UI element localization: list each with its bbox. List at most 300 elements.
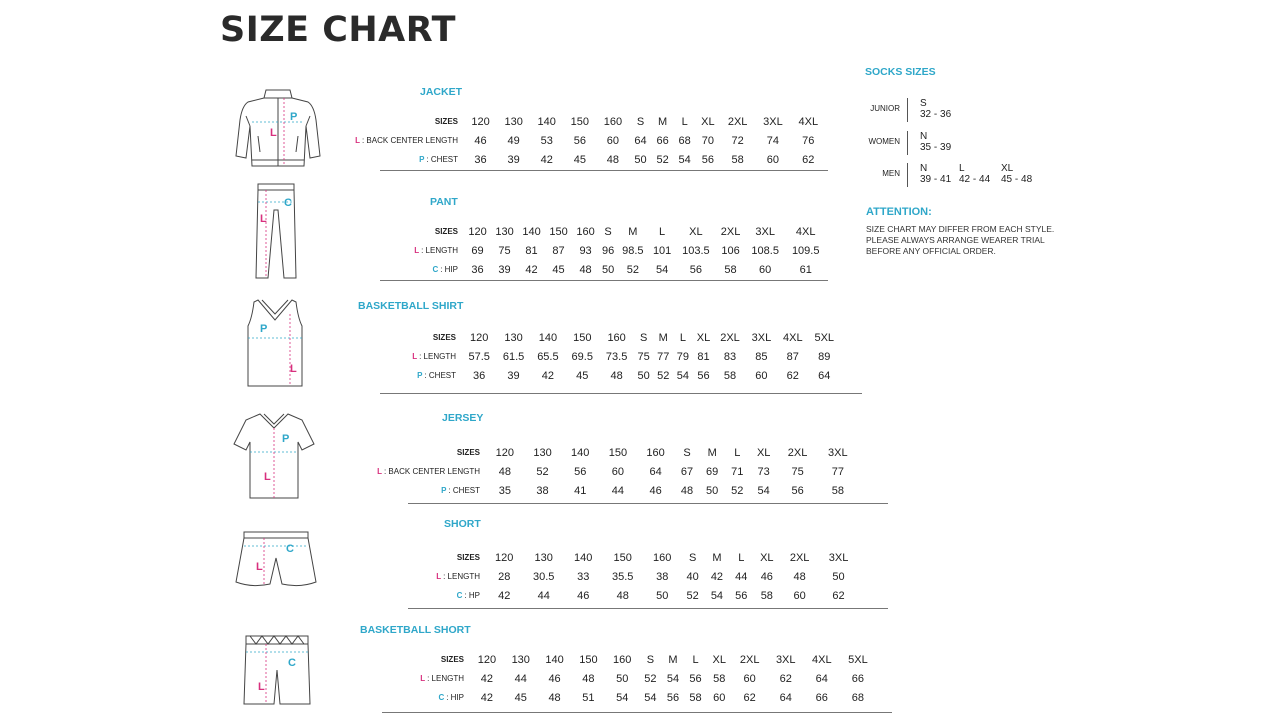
value-cell: 60 xyxy=(766,153,780,166)
sizes-header: SIZES xyxy=(434,117,458,126)
basketball-short-mark-l: L xyxy=(258,681,265,693)
jacket-mark-l: L xyxy=(270,127,277,139)
value-cell: 60 xyxy=(611,465,625,478)
value-cell: 54 xyxy=(655,263,669,276)
value-cell: 74 xyxy=(766,134,780,147)
value-cell: 49 xyxy=(507,134,520,147)
size-cell: L xyxy=(692,653,699,666)
row-label: : HIP xyxy=(440,265,458,274)
value-cell: 56 xyxy=(689,263,702,276)
jacket-size-table xyxy=(348,112,826,169)
short-illustration xyxy=(234,530,318,590)
size-cell: L xyxy=(734,446,741,459)
socks-row-men-label: MEN xyxy=(882,169,900,178)
value-cell: 56 xyxy=(697,369,710,382)
value-cell: 98.5 xyxy=(622,244,644,257)
short-mark-c: C xyxy=(286,543,294,555)
value-cell: 46 xyxy=(577,589,590,602)
size-cell: 2XL xyxy=(720,331,740,344)
value-cell: 69 xyxy=(471,244,484,257)
value-cell: 35 xyxy=(498,484,511,497)
value-cell: 58 xyxy=(724,263,737,276)
size-cell: 160 xyxy=(653,551,672,564)
value-cell: 69.5 xyxy=(571,350,593,363)
socks-divider xyxy=(907,163,908,187)
socks-women-size: N 35 - 39 xyxy=(920,131,952,153)
size-cell: 3XL xyxy=(755,225,775,238)
sizes-header: SIZES xyxy=(440,655,464,664)
size-cell: 140 xyxy=(574,551,593,564)
value-cell: 56 xyxy=(689,672,702,685)
size-cell: 160 xyxy=(646,446,665,459)
value-cell: 50 xyxy=(634,153,647,166)
size-cell: 130 xyxy=(533,446,552,459)
table-row xyxy=(352,688,876,707)
value-cell: 61.5 xyxy=(502,350,525,363)
socks-men-size-l: L 42 - 44 xyxy=(959,163,991,185)
value-cell: 38 xyxy=(656,570,669,583)
value-cell: 54 xyxy=(616,691,629,704)
value-cell: 89 xyxy=(818,350,831,363)
value-cell: 64 xyxy=(779,691,792,704)
basketball-short-mark-c: C xyxy=(288,657,296,669)
size-cell: 4XL xyxy=(798,115,819,128)
size-cell: M xyxy=(658,331,668,344)
value-cell: 50 xyxy=(637,369,650,382)
value-cell: 108.5 xyxy=(751,244,779,257)
value-cell: 72 xyxy=(731,134,744,147)
jersey-mark-p: P xyxy=(282,433,290,445)
value-cell: 54 xyxy=(678,153,691,166)
value-cell: 77 xyxy=(831,465,844,478)
pant-mark-l: L xyxy=(260,213,267,225)
basketball-short-section-title: BASKETBALL SHORT xyxy=(360,624,471,636)
size-cell: 3XL xyxy=(828,551,849,564)
row-code: C xyxy=(438,693,445,702)
value-cell: 62 xyxy=(832,589,845,602)
socks-sizes-title: SOCKS SIZES xyxy=(865,66,936,78)
value-cell: 73 xyxy=(757,465,770,478)
value-cell: 60 xyxy=(755,369,768,382)
value-cell: 52 xyxy=(731,484,744,497)
value-cell: 56 xyxy=(573,134,586,147)
value-cell: 60 xyxy=(793,589,806,602)
size-cell: 130 xyxy=(504,331,523,344)
value-cell: 64 xyxy=(649,465,662,478)
value-cell: 64 xyxy=(634,134,647,147)
size-cell: S xyxy=(639,331,648,344)
size-cell: 4XL xyxy=(783,331,803,344)
size-cell: 120 xyxy=(468,225,487,238)
size-cell: 120 xyxy=(495,551,514,564)
value-cell: 56 xyxy=(701,153,714,166)
value-cell: 52 xyxy=(536,465,549,478)
socks-junior-size: S 32 - 36 xyxy=(920,98,952,120)
size-cell: 140 xyxy=(545,653,564,666)
size-cell: 120 xyxy=(471,115,490,128)
value-cell: 58 xyxy=(689,691,702,704)
value-cell: 46 xyxy=(649,484,662,497)
value-cell: 101 xyxy=(652,244,672,257)
jersey-section-title: JERSEY xyxy=(442,412,484,424)
size-cell: S xyxy=(683,446,691,459)
row-code: L xyxy=(414,246,420,255)
size-cell: 5XL xyxy=(848,653,868,666)
value-cell: 38 xyxy=(536,484,549,497)
value-cell: 56 xyxy=(574,465,587,478)
value-cell: 60 xyxy=(743,672,756,685)
value-cell: 44 xyxy=(735,570,748,583)
value-cell: 50 xyxy=(601,263,615,276)
value-cell: 48 xyxy=(610,369,623,382)
value-cell: 64 xyxy=(815,672,828,685)
value-cell: 65.5 xyxy=(537,350,559,363)
jersey-size-table xyxy=(370,443,858,500)
size-cell: S xyxy=(604,225,612,238)
jacket-mark-p: P xyxy=(290,111,298,123)
sizes-header: SIZES xyxy=(456,448,480,457)
value-cell: 62 xyxy=(802,153,815,166)
size-cell: S xyxy=(636,115,645,128)
table-row xyxy=(370,462,858,481)
size-cell: 150 xyxy=(570,115,589,128)
row-label: : CHEST xyxy=(448,486,480,495)
value-cell: 66 xyxy=(851,672,865,685)
value-cell: 48 xyxy=(606,153,620,166)
value-cell: 70 xyxy=(701,134,714,147)
value-cell: 103.5 xyxy=(682,244,710,257)
value-cell: 106 xyxy=(721,244,740,257)
value-cell: 40 xyxy=(686,570,699,583)
value-cell: 48 xyxy=(582,672,595,685)
size-cell: 120 xyxy=(470,331,489,344)
value-cell: 35.5 xyxy=(612,570,634,583)
row-code: L xyxy=(420,674,426,683)
row-code: L xyxy=(377,467,382,476)
value-cell: 33 xyxy=(577,570,590,583)
size-cell: XL xyxy=(712,653,726,666)
value-cell: 52 xyxy=(657,369,670,382)
value-cell: 77 xyxy=(657,350,670,363)
value-cell: 54 xyxy=(644,691,657,704)
value-cell: 44 xyxy=(611,484,625,497)
table-row xyxy=(352,366,840,385)
value-cell: 57.5 xyxy=(468,350,490,363)
value-cell: 64 xyxy=(818,369,831,382)
size-cell: 140 xyxy=(538,331,558,344)
table-row xyxy=(352,650,876,669)
size-cell: 4XL xyxy=(812,653,832,666)
value-cell: 96 xyxy=(601,244,615,257)
row-code: L xyxy=(355,136,360,145)
row-code: P xyxy=(419,155,425,164)
table-row xyxy=(370,567,858,586)
jersey-divider xyxy=(408,503,888,504)
value-cell: 45 xyxy=(576,369,589,382)
value-cell: 48 xyxy=(498,465,511,478)
value-cell: 48 xyxy=(680,484,694,497)
value-cell: 60 xyxy=(759,263,772,276)
short-section-title: SHORT xyxy=(444,518,481,530)
row-label: : LENGTH xyxy=(427,674,464,683)
size-cell: XL xyxy=(696,331,711,344)
size-cell: 150 xyxy=(573,331,592,344)
table-row xyxy=(348,241,826,260)
size-cell: 150 xyxy=(549,225,568,238)
size-cell: XL xyxy=(756,446,771,459)
value-cell: 51 xyxy=(582,691,595,704)
row-code: P xyxy=(441,486,447,495)
size-cell: 150 xyxy=(579,653,598,666)
value-cell: 54 xyxy=(666,672,680,685)
size-cell: XL xyxy=(689,225,703,238)
value-cell: 58 xyxy=(760,589,773,602)
value-cell: 44 xyxy=(514,672,527,685)
value-cell: 58 xyxy=(713,672,726,685)
row-label: : CHEST xyxy=(426,155,458,164)
size-cell: 140 xyxy=(537,115,556,128)
basketball-shirt-mark-p: P xyxy=(260,323,268,335)
table-row xyxy=(352,347,840,366)
value-cell: 109.5 xyxy=(791,244,820,257)
size-cell: 130 xyxy=(511,653,530,666)
value-cell: 45 xyxy=(552,263,565,276)
value-cell: 56 xyxy=(791,484,804,497)
short-divider xyxy=(408,608,888,609)
size-cell: 2XL xyxy=(720,225,741,238)
value-cell: 76 xyxy=(802,134,815,147)
jacket-illustration xyxy=(232,86,324,172)
size-cell: M xyxy=(668,653,678,666)
jacket-section-title: JACKET xyxy=(420,86,463,98)
size-cell: 120 xyxy=(495,446,515,459)
row-code: L xyxy=(412,352,418,361)
socks-divider xyxy=(907,98,908,122)
value-cell: 75 xyxy=(498,244,511,257)
value-cell: 68 xyxy=(851,691,865,704)
table-row xyxy=(348,131,826,150)
jersey-mark-l: L xyxy=(264,471,271,483)
page-title: SIZE CHART xyxy=(220,10,457,50)
table-row xyxy=(348,112,826,131)
sizes-header: SIZES xyxy=(456,553,480,562)
value-cell: 42 xyxy=(541,369,555,382)
size-cell: 150 xyxy=(608,446,628,459)
row-code: C xyxy=(432,265,439,274)
value-cell: 50 xyxy=(616,672,629,685)
size-cell: 160 xyxy=(576,225,595,238)
row-label: : LENGTH xyxy=(421,246,458,255)
value-cell: 44 xyxy=(537,589,550,602)
value-cell: 46 xyxy=(474,134,487,147)
size-cell: 120 xyxy=(477,653,497,666)
table-row xyxy=(352,328,840,347)
value-cell: 75 xyxy=(791,465,804,478)
size-cell: M xyxy=(628,225,638,238)
value-cell: 46 xyxy=(548,672,561,685)
short-size-table xyxy=(370,548,858,605)
row-label: : CHEST xyxy=(424,371,456,380)
row-code: P xyxy=(417,371,423,380)
size-cell: 2XL xyxy=(727,115,748,128)
basketball-short-illustration xyxy=(242,634,312,708)
basketball-shirt-divider xyxy=(380,393,862,394)
row-label: : HIP xyxy=(446,693,464,702)
value-cell: 46 xyxy=(760,570,773,583)
socks-row-women-label: WOMEN xyxy=(868,137,900,146)
value-cell: 30.5 xyxy=(533,570,555,583)
pant-mark-c: C xyxy=(284,197,292,209)
table-row xyxy=(348,150,826,169)
value-cell: 42 xyxy=(480,672,494,685)
row-code: C xyxy=(456,591,463,600)
size-cell: 160 xyxy=(603,115,623,128)
size-cell: 160 xyxy=(607,331,626,344)
attention-line: SIZE CHART MAY DIFFER FROM EACH STYLE. xyxy=(866,224,1055,234)
value-cell: 58 xyxy=(831,484,844,497)
basketball-shirt-mark-l: L xyxy=(290,363,297,375)
table-row xyxy=(348,222,826,241)
value-cell: 61 xyxy=(799,263,812,276)
value-cell: 66 xyxy=(656,134,669,147)
size-cell: 130 xyxy=(534,551,553,564)
size-cell: S xyxy=(646,653,655,666)
value-cell: 67 xyxy=(680,465,694,478)
value-cell: 73.5 xyxy=(605,350,628,363)
value-cell: 56 xyxy=(666,691,680,704)
size-cell: 3XL xyxy=(775,653,796,666)
basketball-short-divider xyxy=(382,712,892,713)
value-cell: 39 xyxy=(507,153,520,166)
table-row xyxy=(352,669,876,688)
size-cell: XL xyxy=(701,115,715,128)
value-cell: 60 xyxy=(606,134,620,147)
value-cell: 62 xyxy=(786,369,799,382)
value-cell: 28 xyxy=(498,570,511,583)
value-cell: 48 xyxy=(793,570,806,583)
value-cell: 54 xyxy=(757,484,770,497)
value-cell: 36 xyxy=(471,263,484,276)
pant-illustration xyxy=(252,182,300,280)
size-cell: 4XL xyxy=(795,225,816,238)
size-cell: 3XL xyxy=(763,115,783,128)
value-cell: 83 xyxy=(723,350,737,363)
size-cell: 140 xyxy=(522,225,541,238)
size-cell: M xyxy=(658,115,668,128)
row-label: : BACK CENTER LENGTH xyxy=(383,467,480,476)
size-cell: L xyxy=(681,115,688,128)
size-cell: S xyxy=(688,551,697,564)
value-cell: 36 xyxy=(474,153,487,166)
size-cell: L xyxy=(679,331,686,344)
value-cell: 45 xyxy=(514,691,527,704)
table-row xyxy=(370,481,858,500)
socks-divider xyxy=(907,131,908,155)
value-cell: 53 xyxy=(540,134,553,147)
value-cell: 48 xyxy=(616,589,629,602)
size-cell: 5XL xyxy=(814,331,835,344)
value-cell: 52 xyxy=(656,153,669,166)
size-cell: L xyxy=(738,551,745,564)
size-cell: 3XL xyxy=(751,331,772,344)
value-cell: 69 xyxy=(706,465,719,478)
value-cell: 36 xyxy=(473,369,486,382)
size-cell: 130 xyxy=(495,225,514,238)
row-label: : LENGTH xyxy=(419,352,456,361)
attention-title: ATTENTION: xyxy=(866,206,932,218)
size-cell: XL xyxy=(760,551,774,564)
value-cell: 56 xyxy=(735,589,748,602)
jacket-divider xyxy=(380,170,828,171)
size-cell: 3XL xyxy=(828,446,848,459)
value-cell: 39 xyxy=(498,263,511,276)
value-cell: 93 xyxy=(579,244,592,257)
value-cell: 81 xyxy=(525,244,538,257)
size-cell: 150 xyxy=(613,551,632,564)
value-cell: 58 xyxy=(731,153,744,166)
value-cell: 62 xyxy=(779,672,792,685)
basketball-shirt-size-table xyxy=(352,328,840,385)
value-cell: 52 xyxy=(686,589,699,602)
value-cell: 87 xyxy=(552,244,565,257)
pant-divider xyxy=(380,280,828,281)
size-cell: 2XL xyxy=(789,551,810,564)
pant-size-table xyxy=(348,222,826,279)
value-cell: 87 xyxy=(786,350,799,363)
value-cell: 42 xyxy=(498,589,511,602)
value-cell: 42 xyxy=(540,153,553,166)
value-cell: 50 xyxy=(706,484,719,497)
value-cell: 66 xyxy=(815,691,828,704)
table-row xyxy=(370,586,858,605)
value-cell: 42 xyxy=(480,691,494,704)
value-cell: 60 xyxy=(713,691,726,704)
size-cell: L xyxy=(659,225,666,238)
jersey-illustration xyxy=(232,412,316,500)
size-cell: 160 xyxy=(613,653,632,666)
value-cell: 71 xyxy=(731,465,744,478)
value-cell: 52 xyxy=(626,263,639,276)
table-row xyxy=(348,260,826,279)
value-cell: 85 xyxy=(755,350,768,363)
value-cell: 75 xyxy=(637,350,650,363)
value-cell: 58 xyxy=(723,369,737,382)
basketball-shirt-section-title: BASKETBALL SHIRT xyxy=(358,300,464,312)
value-cell: 42 xyxy=(525,263,538,276)
value-cell: 79 xyxy=(676,350,690,363)
socks-row-junior-label: JUNIOR xyxy=(870,104,900,113)
value-cell: 50 xyxy=(832,570,845,583)
basketball-short-size-table xyxy=(352,650,876,707)
value-cell: 52 xyxy=(644,672,657,685)
short-mark-l: L xyxy=(256,561,263,573)
row-label: : BACK CENTER LENGTH xyxy=(361,136,458,145)
row-code: L xyxy=(436,572,442,581)
sizes-header: SIZES xyxy=(432,333,456,342)
attention-line: PLEASE ALWAYS ARRANGE WEARER TRIAL xyxy=(866,235,1045,245)
table-row xyxy=(370,443,858,462)
row-label: : HP xyxy=(464,591,480,600)
size-cell: 140 xyxy=(571,446,590,459)
size-cell: 130 xyxy=(504,115,523,128)
row-label: : LENGTH xyxy=(443,572,480,581)
socks-men-size-xl: XL 45 - 48 xyxy=(1001,163,1033,185)
value-cell: 62 xyxy=(743,691,756,704)
basketball-shirt-illustration xyxy=(244,296,306,388)
pant-section-title: PANT xyxy=(430,196,458,208)
value-cell: 41 xyxy=(574,484,587,497)
value-cell: 54 xyxy=(676,369,690,382)
